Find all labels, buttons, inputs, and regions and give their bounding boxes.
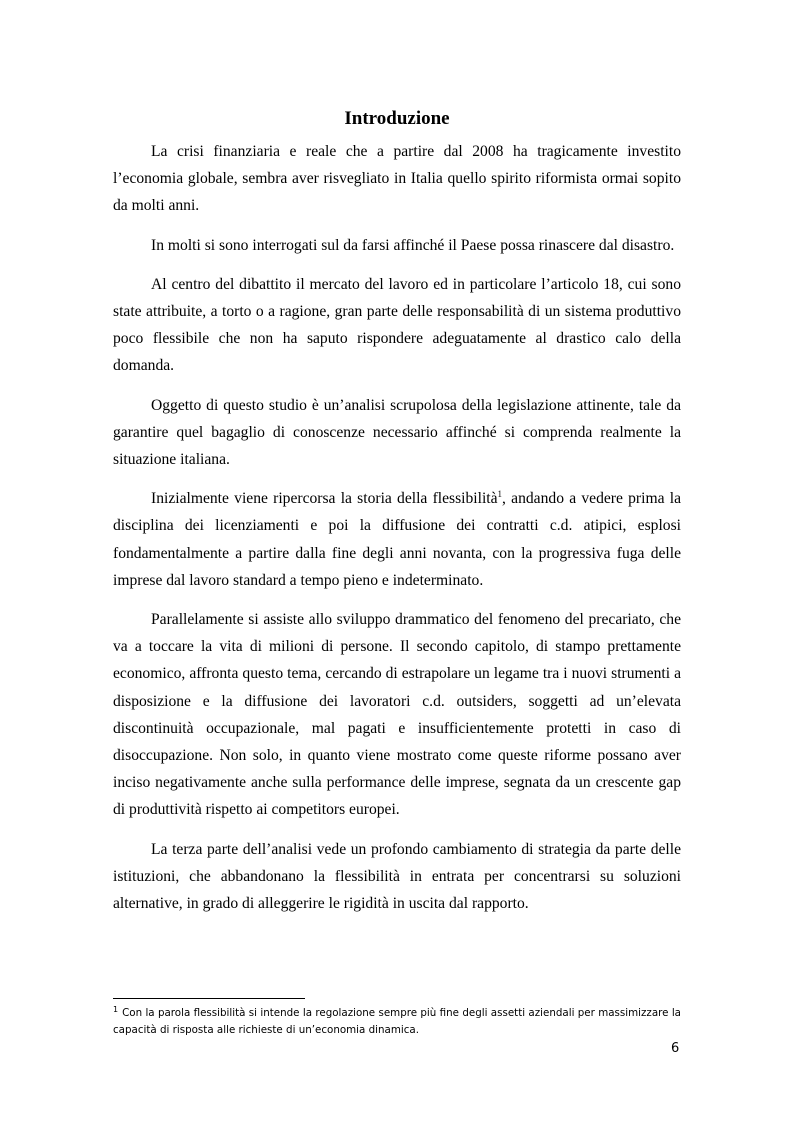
body-text (113, 138, 681, 929)
page-title: Introduzione (344, 107, 450, 129)
footnote (113, 1005, 681, 1039)
paragraph: Oggetto di questo studio è un’analisi scrupolosa della legislazione attinente, tale da garantire quel bagaglio di conoscenze necessario affinché si comprenda realmente la situazione italiana. (113, 396, 681, 469)
footnote-separator (113, 998, 305, 999)
footnote-text: Con la parola flessibilità si intende la regolazione sempre più fine degli assetti aziendali per massimizzare la capacità di risposta alle richieste di un’economia dinamica. (113, 1007, 681, 1036)
paragraph-text-end: , andando a vedere prima la disciplina dei licenziamenti e poi la diffusione dei contratti c.d. atipici, esplosi fondamentalmente a partire dalla fine degli anni novanta, con la progressiva fuga delle imprese dal lavoro standard a tempo pieno e indeterminato. (113, 490, 681, 589)
paragraph: In molti si sono interrogati sul da farsi affinché il Paese possa rinascere dal disastro. (151, 236, 675, 254)
paragraph: La crisi finanziaria e reale che a partire dal 2008 ha tragicamente investito l’economia globale, sembra aver risvegliato in Italia quello spirito riformista ormai sopito da molti anni. (113, 143, 681, 215)
footnote-number: 1 (113, 1004, 119, 1014)
footnote-reference[interactable]: 1 (497, 489, 503, 500)
paragraph: Al centro del dibattito il mercato del lavoro ed in particolare l’articolo 18, cui sono state attribuite, a torto o a ragione, gran parte delle responsabilità di un sistema produttivo poco flessibile che non ha saputo rispondere adeguatamente al drastico calo della domanda. (113, 275, 681, 375)
page-number: 6 (671, 1041, 680, 1056)
paragraph: La terza parte dell’analisi vede un profondo cambiamento di strategia da parte delle istituzioni, che abbandonano la flessibilità in entrata per concentrarsi su soluzioni alternative, in grado di alleggerire le rigidità in uscita dal rapporto. (113, 840, 681, 913)
paragraph: Parallelamente si assiste allo sviluppo drammatico del fenomeno del precariato, che va a toccare la vita di milioni di persone. Il secondo capitolo, di stampo prettamente economico, affronta questo tema, cercando di estrapolare un legame tra i nuovi strumenti a disposizione e la diffusione dei lavoratori c.d. outsiders, soggetti ad un’elevata discontinuità occupazionale, mal pagati e insufficientemente protetti in caso di disoccupazione. Non solo, in quanto viene mostrato come queste riforme possano aver inciso negativamente anche sulla performance delle imprese, segnata da un crescente gap di produttività rispetto ai competitors europei. (113, 611, 681, 819)
paragraph-with-footnote-ref (113, 485, 681, 594)
paragraph-text-start: Inizialmente viene ripercorsa la storia della flessibilità (151, 490, 498, 508)
